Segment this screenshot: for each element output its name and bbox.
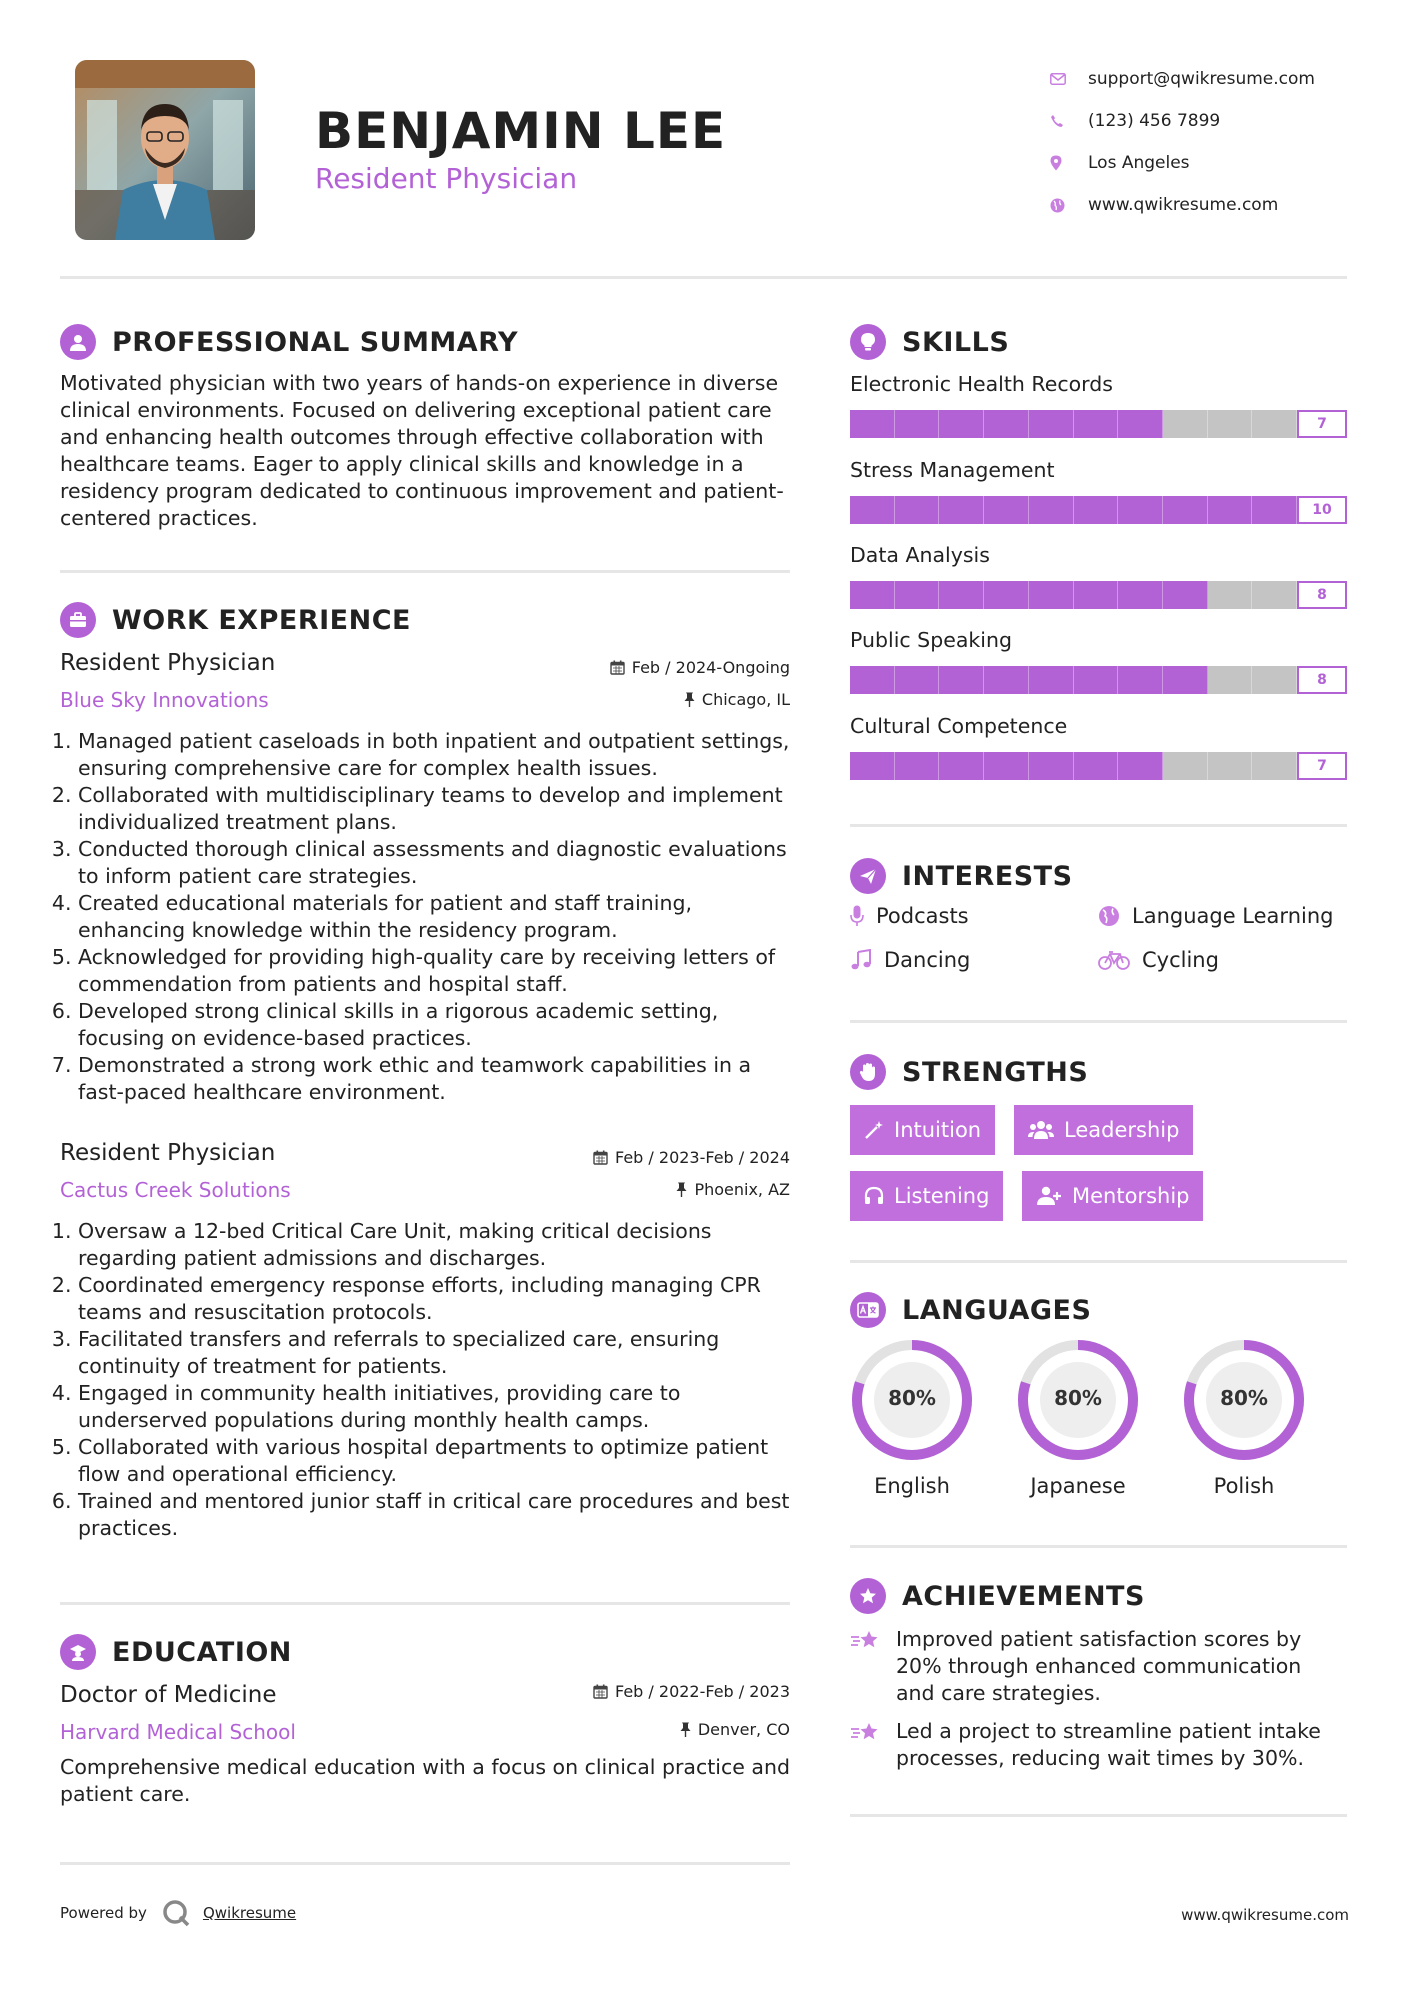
achievement-text: Improved patient satisfaction scores by 20% through enhanced communication and care strategies.	[896, 1627, 1302, 1705]
star-badge-icon	[850, 1578, 886, 1614]
skill-level-segment	[850, 581, 895, 609]
skill-name: Data Analysis	[850, 543, 990, 567]
skill-level-segment	[1163, 496, 1208, 524]
profile-photo	[75, 60, 255, 240]
achievements-title: ACHIEVEMENTS	[902, 1580, 1145, 1612]
achievement-item	[850, 1718, 1330, 1772]
languages-divider	[850, 1545, 1347, 1548]
job-1-company: Blue Sky Innovations	[60, 688, 269, 712]
experience-divider	[60, 1602, 790, 1605]
job-2-title: Resident Physician	[60, 1140, 276, 1166]
skill-name: Stress Management	[850, 458, 1055, 482]
powered-by-text: Powered by	[60, 1904, 147, 1922]
skills-divider	[850, 824, 1347, 827]
strengths-divider	[850, 1260, 1347, 1263]
interest-language-learning	[1098, 904, 1333, 928]
skill-level-segment	[984, 666, 1029, 694]
shooting-star-icon	[850, 1628, 882, 1652]
language-name: English	[874, 1474, 950, 1498]
skill-level-segment	[895, 581, 940, 609]
microphone-icon	[850, 905, 864, 927]
user-icon	[60, 324, 96, 360]
website-text: www.qwikresume.com	[1088, 195, 1279, 215]
strength-tag-mentorship	[1022, 1171, 1203, 1221]
music-note-icon	[850, 949, 872, 971]
skill-level-segment	[939, 410, 984, 438]
strength-label: Intuition	[894, 1118, 982, 1142]
experience-heading	[60, 602, 411, 638]
achievement-item	[850, 1626, 1330, 1707]
skill-name: Cultural Competence	[850, 714, 1068, 738]
candidate-role: Resident Physician	[315, 162, 578, 195]
strength-label: Mentorship	[1072, 1184, 1190, 1208]
skill-level-segment	[850, 752, 895, 780]
skill-name: Electronic Health Records	[850, 372, 1113, 396]
skill-level-value: 7	[1297, 752, 1347, 780]
skill-level-segment	[850, 666, 895, 694]
skill-level-segment	[1074, 581, 1119, 609]
education-location-text: Denver, CO	[697, 1720, 790, 1739]
list-item: 1. Managed patient caseloads in both inpatient and outpatient settings, ensuring comprehensive care for complex health issues.	[78, 728, 795, 782]
skill-level-segment	[1208, 666, 1253, 694]
footer-powered-by	[60, 1898, 296, 1928]
interest-dancing	[850, 948, 970, 972]
candidate-name: BENJAMIN LEE	[315, 102, 727, 160]
summary-heading	[60, 324, 518, 360]
contact-phone[interactable]	[1050, 100, 1380, 142]
interests-title: INTERESTS	[902, 860, 1073, 892]
education-description: Comprehensive medical education with a focus on clinical practice and patient care.	[60, 1755, 790, 1806]
pushpin-icon	[680, 1722, 691, 1737]
skill-level-segment	[1208, 752, 1253, 780]
skill-level-value: 8	[1297, 581, 1347, 609]
job-2-location-text: Phoenix, AZ	[694, 1180, 790, 1199]
job-2-dates	[500, 1148, 790, 1167]
phone-icon	[1050, 114, 1088, 128]
education-dates-text: Feb / 2022-Feb / 2023	[615, 1682, 790, 1701]
list-item: 5. Acknowledged for providing high-quality care by receiving letters of commendation from patients and hospital staff.	[78, 944, 795, 998]
interests-heading	[850, 858, 1073, 894]
skill-level-segment	[984, 752, 1029, 780]
skill-level-segment	[1252, 581, 1297, 609]
skill-level-segment	[1252, 666, 1297, 694]
skill-level-segment	[1118, 666, 1163, 694]
interest-podcasts	[850, 904, 969, 928]
hand-icon	[850, 1054, 886, 1090]
footer-website[interactable]: www.qwikresume.com	[1181, 1906, 1349, 1924]
list-item: 7. Demonstrated a strong work ethic and teamwork capabilities in a fast-paced healthcare environment.	[78, 1052, 795, 1106]
globe-icon	[1098, 905, 1120, 927]
education-title: EDUCATION	[112, 1636, 292, 1668]
skill-level-segment	[1074, 410, 1119, 438]
skill-name: Public Speaking	[850, 628, 1012, 652]
envelope-icon	[1050, 73, 1088, 85]
job-2-location	[500, 1180, 790, 1199]
skills-title: SKILLS	[902, 326, 1010, 358]
skill-level-segment	[1163, 752, 1208, 780]
list-item: 3. Facilitated transfers and referrals to specialized care, ensuring continuity of treatment for patients.	[78, 1326, 795, 1380]
skill-level-segment	[939, 752, 984, 780]
languages-title: LANGUAGES	[902, 1294, 1092, 1326]
strength-tag-intuition	[850, 1105, 995, 1155]
paper-plane-icon	[850, 858, 886, 894]
interest-cycling	[1098, 948, 1219, 972]
skill-level-segment	[984, 496, 1029, 524]
contact-email[interactable]	[1050, 58, 1380, 100]
language-name: Polish	[1213, 1474, 1275, 1498]
skill-level-segment	[1074, 666, 1119, 694]
skill-level-segment	[1252, 752, 1297, 780]
skill-level-bar	[850, 666, 1297, 694]
skill-level-segment	[939, 496, 984, 524]
skill-level-segment	[1118, 581, 1163, 609]
skill-level-segment	[1074, 752, 1119, 780]
language-percent: 80%	[1054, 1386, 1102, 1410]
skill-level-segment	[895, 666, 940, 694]
skill-level-segment	[939, 666, 984, 694]
strength-label: Listening	[894, 1184, 990, 1208]
skill-level-segment	[895, 410, 940, 438]
language-icon	[850, 1292, 886, 1328]
job-1-title: Resident Physician	[60, 650, 276, 676]
skill-level-value: 7	[1297, 410, 1347, 438]
email-text: support@qwikresume.com	[1088, 69, 1315, 89]
globe-icon	[1050, 198, 1088, 213]
skill-level-segment	[1208, 410, 1253, 438]
list-item: 2. Collaborated with multidisciplinary teams to develop and implement individualized treatment plans.	[78, 782, 795, 836]
skill-level-segment	[939, 581, 984, 609]
list-item: 4. Created educational materials for patient and staff training, enhancing knowledge within the residency program.	[78, 890, 795, 944]
skill-level-bar	[850, 410, 1297, 438]
strength-tag-listening	[850, 1171, 1003, 1221]
strength-label: Leadership	[1064, 1118, 1180, 1142]
interest-label: Dancing	[884, 948, 971, 972]
job-1-dates	[500, 658, 790, 677]
strengths-title: STRENGTHS	[902, 1056, 1089, 1088]
interests-divider	[850, 1020, 1347, 1023]
strength-tag-leadership	[1014, 1105, 1193, 1155]
shooting-star-icon	[850, 1720, 882, 1744]
contact-block	[1050, 58, 1380, 226]
summary-text: Motivated physician with two years of hands-on experience in diverse clinical environments. Focused on delivering exceptional patient care and enhancing health outcomes through effective collaboration with healthcare teams. Eager to apply clinical skills and knowledge in a residency program dedicated to continuous improvement and patient-centered practices.	[60, 371, 784, 530]
skill-level-segment	[895, 752, 940, 780]
map-pin-icon	[1050, 155, 1088, 171]
language-name: Japanese	[1030, 1474, 1126, 1498]
skill-level-value: 8	[1297, 666, 1347, 694]
skill-level-segment	[1208, 496, 1253, 524]
skill-level-segment	[984, 581, 1029, 609]
summary-divider	[60, 570, 790, 573]
skill-level-segment	[1029, 752, 1074, 780]
job-2-bullets	[60, 1218, 795, 1542]
calendar-icon	[610, 660, 625, 675]
skill-level-segment	[1163, 581, 1208, 609]
education-divider	[60, 1862, 790, 1865]
list-item: 1. Oversaw a 12-bed Critical Care Unit, making critical decisions regarding patient admissions and discharges.	[78, 1218, 795, 1272]
list-item: 3. Conducted thorough clinical assessments and diagnostic evaluations to inform patient care strategies.	[78, 836, 795, 890]
school-name: Harvard Medical School	[60, 1720, 296, 1744]
users-icon	[1028, 1120, 1054, 1140]
headphones-icon	[864, 1186, 884, 1206]
interest-label: Podcasts	[876, 904, 969, 928]
phone-text: (123) 456 7899	[1088, 111, 1221, 131]
education-location	[500, 1720, 790, 1739]
strengths-heading	[850, 1054, 1088, 1090]
skill-level-segment	[895, 496, 940, 524]
skill-level-segment	[984, 410, 1029, 438]
interest-label: Language Learning	[1132, 904, 1334, 928]
skill-level-value: 10	[1297, 496, 1347, 524]
skill-level-segment	[1029, 410, 1074, 438]
skill-level-segment	[1118, 752, 1163, 780]
job-2-dates-text: Feb / 2023-Feb / 2024	[615, 1148, 790, 1167]
job-1-location	[500, 690, 790, 709]
interest-label: Cycling	[1142, 948, 1219, 972]
contact-location	[1050, 142, 1380, 184]
bicycle-icon	[1098, 949, 1130, 971]
summary-title: PROFESSIONAL SUMMARY	[112, 326, 519, 358]
achievements-divider	[850, 1814, 1347, 1817]
skill-level-segment	[1163, 666, 1208, 694]
languages-heading	[850, 1292, 1091, 1328]
list-item: 2. Coordinated emergency response efforts, including managing CPR teams and resuscitation protocols.	[78, 1272, 795, 1326]
briefcase-icon	[60, 602, 96, 638]
language-percent: 80%	[888, 1386, 936, 1410]
degree-title: Doctor of Medicine	[60, 1682, 277, 1708]
contact-website[interactable]	[1050, 184, 1380, 226]
skill-level-segment	[1118, 410, 1163, 438]
graduate-icon	[60, 1634, 96, 1670]
calendar-icon	[593, 1150, 608, 1165]
skill-level-segment	[850, 496, 895, 524]
experience-title: WORK EXPERIENCE	[112, 604, 411, 636]
skill-level-segment	[850, 410, 895, 438]
skill-level-segment	[1029, 496, 1074, 524]
qwikresume-logo-icon	[161, 1898, 191, 1928]
education-dates	[500, 1682, 790, 1701]
achievements-heading	[850, 1578, 1145, 1614]
education-heading	[60, 1634, 292, 1670]
job-1-dates-text: Feb / 2024-Ongoing	[631, 658, 790, 677]
location-text: Los Angeles	[1088, 153, 1190, 173]
skill-level-segment	[1252, 496, 1297, 524]
list-item: 6. Trained and mentored junior staff in critical care procedures and best practices.	[78, 1488, 795, 1542]
skill-level-segment	[1074, 496, 1119, 524]
job-1-bullets	[60, 728, 795, 1106]
skill-level-bar	[850, 496, 1297, 524]
skill-level-segment	[1252, 410, 1297, 438]
list-item: 6. Developed strong clinical skills in a rigorous academic setting, focusing on evidence-based practices.	[78, 998, 795, 1052]
qwikresume-link[interactable]: Qwikresume	[202, 1904, 297, 1922]
skill-level-segment	[1208, 581, 1253, 609]
job-1-location-text: Chicago, IL	[701, 690, 790, 709]
list-item: 4. Engaged in community health initiatives, providing care to underserved populations during monthly health camps.	[78, 1380, 795, 1434]
achievement-text: Led a project to streamline patient intake processes, reducing wait times by 30%.	[896, 1719, 1321, 1770]
skills-heading	[850, 324, 1009, 360]
header-divider	[60, 276, 1347, 279]
skill-level-segment	[1029, 581, 1074, 609]
skill-level-segment	[1118, 496, 1163, 524]
skill-level-segment	[1029, 666, 1074, 694]
magic-wand-icon	[864, 1120, 884, 1140]
lightbulb-icon	[850, 324, 886, 360]
pushpin-icon	[684, 692, 695, 707]
pushpin-icon	[676, 1182, 687, 1197]
skill-level-segment	[1163, 410, 1208, 438]
skill-level-bar	[850, 581, 1297, 609]
user-plus-icon	[1036, 1186, 1062, 1206]
job-2-company: Cactus Creek Solutions	[60, 1178, 291, 1202]
language-percent: 80%	[1220, 1386, 1268, 1410]
skill-level-bar	[850, 752, 1297, 780]
list-item: 5. Collaborated with various hospital departments to optimize patient flow and operational efficiency.	[78, 1434, 795, 1488]
calendar-icon	[593, 1684, 608, 1699]
